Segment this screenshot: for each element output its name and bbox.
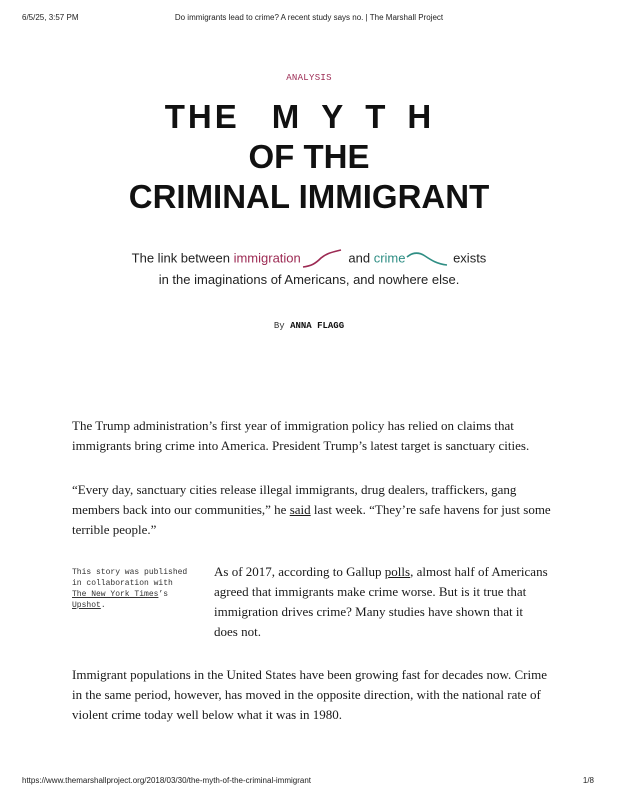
print-page-number: 1/8 <box>582 776 594 785</box>
byline <box>0 321 618 331</box>
said-link[interactable]: said <box>289 502 311 517</box>
sidenote-text: This story was published in collaboration with <box>72 568 188 588</box>
sidenote-end: . <box>100 601 106 610</box>
paragraph-gallup <box>214 562 549 642</box>
dek-line-2: in the imaginations of Americans, and nowhere else. <box>158 272 460 287</box>
article-title <box>0 97 618 217</box>
dek-immigration: immigration <box>233 250 301 266</box>
gallup-text-after: , almost half of Americans agreed that immigrants make crime worse. But is it true that immigration drives crime? Many studies have shown that it does not. <box>214 564 548 639</box>
paragraph-quote <box>72 480 552 540</box>
paragraph-intro: The Trump administration’s first year of immigration policy has relied on claims that immigrants bring crime into America. President Trump’s latest target is sanctuary cities. <box>72 418 530 453</box>
print-url: https://www.themarshallproject.org/2018/03/30/the-myth-of-the-criminal-immigrant <box>22 776 312 785</box>
sidenote-mid: ’s <box>158 590 169 599</box>
article-kicker[interactable]: ANALYSIS <box>286 73 332 83</box>
upshot-link[interactable]: Upshot <box>72 601 101 610</box>
dek-text-2: and <box>344 250 374 266</box>
byline-author[interactable]: ANNA FLAGG <box>290 321 345 331</box>
article-dek <box>0 248 618 290</box>
gallup-text-before: As of 2017, according to Gallup <box>214 564 385 579</box>
title-line-1 <box>0 97 618 137</box>
print-page-title: Do immigrants lead to crime? A recent study says no. | The Marshall Project <box>174 13 444 22</box>
paragraph-trends: Immigrant populations in the United States have been growing fast for decades now. Crime in the same period, however, has moved in the opposite direction, with the national rate of violent crime today well below what it was in 1980. <box>72 667 547 722</box>
print-datetime: 6/5/25, 3:57 PM <box>22 13 79 22</box>
dek-text-1: The link between <box>131 250 234 266</box>
title-line-3: CRIMINAL IMMIGRANT <box>128 178 490 215</box>
quote-text-after: last week. “They’re safe havens for just some terrible people.” <box>72 502 551 537</box>
polls-link[interactable]: polls <box>384 564 411 579</box>
title-line-2: OF THE <box>248 138 370 175</box>
immigration-trend-sparkline <box>301 248 345 270</box>
collaboration-sidenote <box>72 567 192 611</box>
nyt-link[interactable]: The New York Times <box>72 590 159 599</box>
dek-line-1 <box>0 248 618 270</box>
quote-text-before: “Every day, sanctuary cities release illegal immigrants, drug dealers, traffickers, gang members back into our communities,” he <box>72 482 517 517</box>
dek-crime: crime <box>373 250 406 266</box>
crime-trend-sparkline <box>405 248 449 270</box>
title-word-myth: MYTH <box>271 98 454 135</box>
byline-prefix: By <box>273 321 291 331</box>
title-word-the: THE <box>164 98 240 135</box>
dek-text-3: exists <box>449 250 487 266</box>
